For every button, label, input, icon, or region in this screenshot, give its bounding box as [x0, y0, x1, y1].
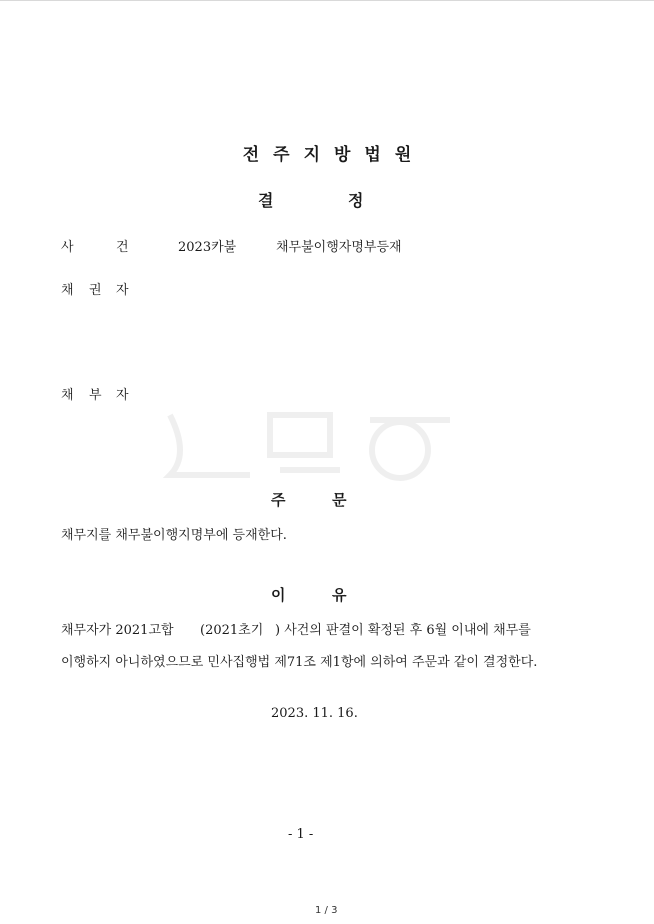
debtor-label-char-2: 부	[89, 388, 102, 403]
order-heading-right: 문	[332, 491, 347, 509]
reason-line-2: 이행하지 아니하였으므로 민사집행법 제71조 제1항에 의하여 주문과 같이 결정한다.	[61, 655, 538, 670]
top-border	[0, 0, 654, 1]
reason-line-1a: 채무자가 2021고합	[61, 623, 174, 638]
case-label-char-1: 사	[61, 240, 74, 255]
case-title: 채무불이행자명부등재	[276, 240, 402, 255]
case-number: 2023카불	[178, 240, 237, 255]
case-label-char-2: 건	[116, 240, 129, 255]
creditor-label-char-2: 권	[89, 283, 102, 298]
order-text: 채무지를 채무불이행지명부에 등재한다.	[61, 528, 287, 543]
debtor-label-char-1: 채	[61, 388, 74, 403]
page-number: - 1 -	[288, 827, 314, 842]
reason-heading-left: 이	[271, 586, 286, 604]
debtor-label-char-3: 자	[116, 388, 129, 403]
creditor-label-char-3: 자	[116, 283, 129, 298]
doc-type-right: 정	[348, 191, 364, 210]
order-heading-left: 주	[271, 491, 286, 509]
court-seal-watermark	[160, 395, 460, 495]
viewer-page-indicator: 1 / 3	[315, 905, 338, 916]
reason-line-1c: ) 사건의 판결이 확정된 후 6월 이내에 채무를	[275, 623, 531, 638]
reason-heading-right: 유	[332, 586, 347, 604]
doc-type-left: 결	[258, 191, 274, 210]
court-name: 전주지방법원	[242, 145, 426, 165]
decision-date: 2023. 11. 16.	[271, 706, 358, 721]
creditor-label-char-1: 채	[61, 283, 74, 298]
reason-line-1b: (2021초기	[200, 623, 264, 638]
